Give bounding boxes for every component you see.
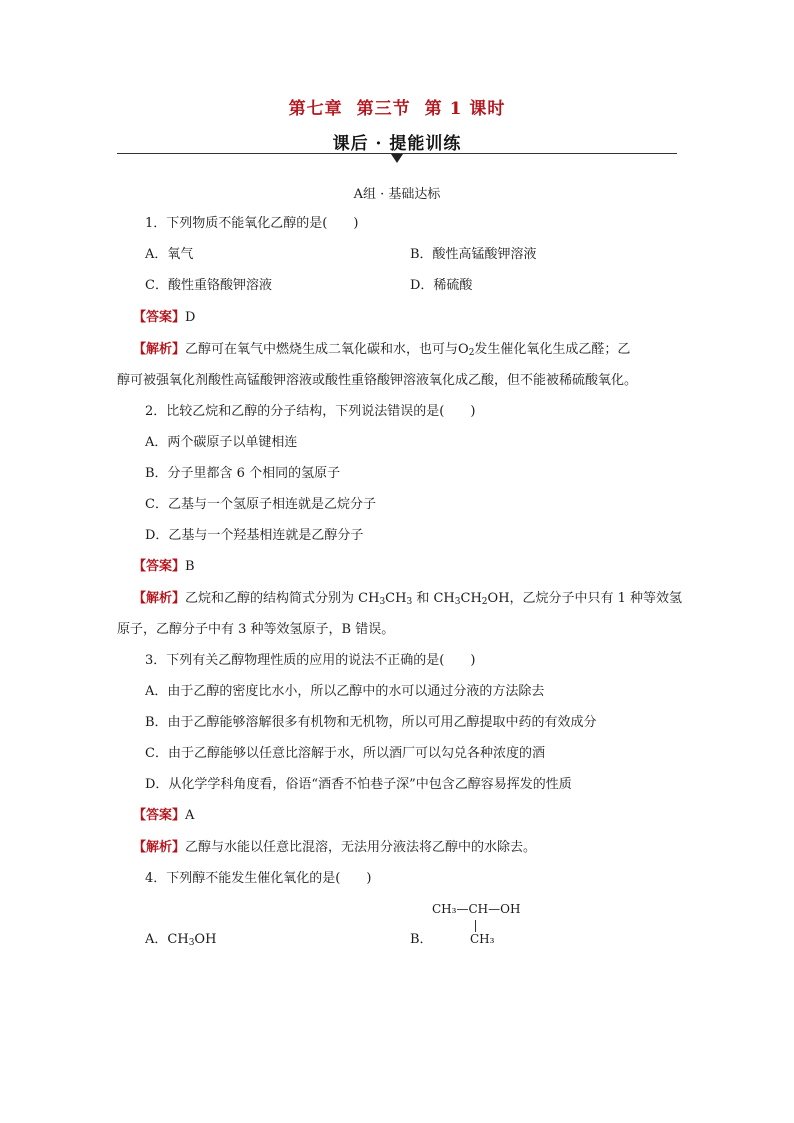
analysis-tag: 【解析】 [133,342,186,357]
q1-option-a: A．氧气 [145,247,194,262]
q1-stem: 1．下列物质不能氧化乙醇的是( ) [145,216,359,231]
q1-option-c: C．酸性重铬酸钾溶液 [145,278,272,293]
page-title [0,94,794,119]
q2-option-a: A．两个碳原子以单键相连 [145,435,298,450]
lesson-label: 第 1 课时 [424,99,506,119]
q1-analysis-text: 发生催化氧化生成乙醛；乙 [474,342,631,357]
answer-tag: 【答案】 [133,310,186,325]
q4-option-a-text: A．CH [145,932,189,947]
q2-answer [133,557,195,577]
q1-option-b: B．酸性高锰酸钾溶液 [410,247,537,262]
q2-analysis-text: CH [385,591,407,606]
subscript: 3 [406,597,413,607]
chapter-label: 第七章 [288,99,343,119]
q3-answer-value: A [185,808,195,823]
q4-option-a [145,930,216,953]
q1-option-d: D．稀硫酸 [410,278,473,293]
q2-answer-value: B [185,559,195,574]
q2-analysis-text: 乙烷和乙醇的结构简式分别为 CH [185,591,380,606]
answer-tag: 【答案】 [133,808,186,823]
q3-stem: 3．下列有关乙醇物理性质的应用的说法不正确的是( ) [145,653,476,668]
group-heading: A组 · 基础达标 [353,187,441,202]
q3-option-c: C．由于乙醇能够以任意比溶解于水，所以酒厂可以勾兑各种浓度的酒 [145,746,545,761]
subscript: 2 [468,348,475,358]
q1-answer [133,308,195,328]
triangle-marker-icon [391,154,403,163]
subscript: 3 [188,938,195,948]
q4-structure-main-chain: CH₃—CH—OH [432,902,521,916]
q2-option-d: D．乙基与一个羟基相连就是乙醇分子 [145,528,364,543]
q1-analysis-line2: 醇可被强氧化剂酸性高锰酸钾溶液或酸性重铬酸钾溶液氧化成乙酸，但不能被稀硫酸氧化。 [117,373,638,388]
q2-analysis-text: 和 CH [412,591,455,606]
subscript: 2 [481,597,488,607]
q2-option-c: C．乙基与一个氢原子相连就是乙烷分子 [145,497,376,512]
q2-analysis-text: OH，乙烷分子中只有 1 种等效氢 [487,591,683,606]
q2-analysis-line1 [133,589,682,612]
q3-analysis-text: 乙醇与水能以任意比混溶，无法用分液法将乙醇中的水除去。 [185,840,537,855]
q3-answer [133,806,194,826]
q3-option-d: D．从化学学科角度看，俗语“酒香不怕巷子深”中包含乙醇容易挥发的性质 [145,777,572,792]
subscript: 3 [454,597,461,607]
q3-analysis-line1 [133,838,536,858]
q4-structure-branch: CH₃ [470,932,495,946]
answer-tag: 【答案】 [133,559,186,574]
q2-analysis-text: CH [460,591,482,606]
q1-analysis-line1 [133,340,630,363]
q3-option-a: A．由于乙醇的密度比水小，所以乙醇中的水可以通过分液的方法除去 [145,684,545,699]
page-subtitle: 课后 · 提能训练 [332,134,462,154]
q4-option-b-label: B． [410,932,433,947]
section-label: 第三节 [356,99,411,119]
q2-analysis-line2: 原子，乙醇分子中有 3 种等效氢原子，B 错误。 [117,622,395,637]
q4-structure-bond [475,920,476,932]
q1-analysis-text: 乙醇可在氧气中燃烧生成二氧化碳和水，也可与O [185,342,469,357]
q1-answer-value: D [185,310,196,325]
q4-stem: 4．下列醇不能发生催化氧化的是( ) [145,871,372,886]
analysis-tag: 【解析】 [133,840,186,855]
q2-stem: 2．比较乙烷和乙醇的分子结构，下列说法错误的是( ) [145,404,476,419]
q2-option-b: B．分子里都含 6 个相同的氢原子 [145,466,341,481]
q3-option-b: B．由于乙醇能够溶解很多有机物和无机物，所以可用乙醇提取中药的有效成分 [145,715,597,730]
analysis-tag: 【解析】 [133,591,186,606]
subscript: 3 [379,597,386,607]
q4-option-a-text: OH [194,932,217,947]
